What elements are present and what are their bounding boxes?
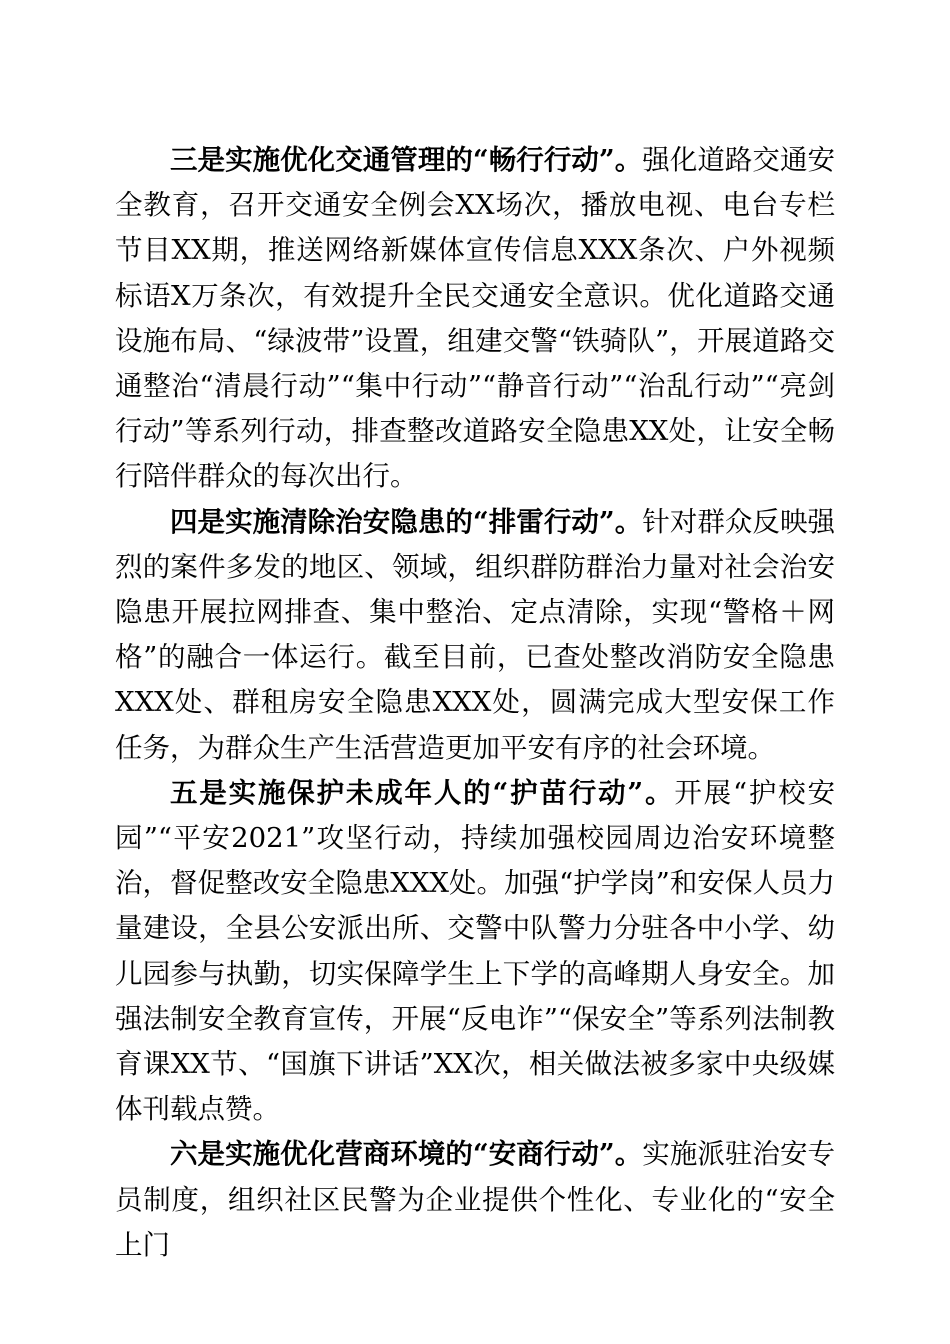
paragraph-text: 实施派驻治安专员制度，组织社区民警为企业提供个性化、专业化的“安全上门 [115,1138,835,1261]
paragraph-lead: 三是实施优化交通管理的“畅行行动”。 [170,144,643,176]
paragraph-text: 开展“护校安园”“平安2021”攻坚行动，持续加强校园周边治安环境整治，督促整改安全隐患XXX处。加强“护学岗”和安保人员力量建设，全县公安派出所、交警中队警力分驻各中小学、幼儿园参与执勤，切实保障学生上下学的高峰期人身安全。加强法制安全教育宣传，开展“反电诈”“保安全”等系列法制教育课XX节、“国旗下讲话”XX次，相关做法被多家中央级媒体刊载点赞。 [115,776,836,1126]
paragraph-text: 强化道路交通安全教育，召开交通安全例会XX场次，播放电视、电台专栏节目XX期，推送网络新媒体宣传信息XXX条次、户外视频标语X万条次，有效提升全民交通安全意识。优化道路交通设施布局、“绿波带”设置，组建交警“铁骑队”，开展道路交通整治“清晨行动”“集中行动”“静音行动”“治乱行动”“亮剑行动”等系列行动，排查整改道路安全隐患XX处，让安全畅行陪伴群众的每次出行。 [115,144,835,493]
paragraph-lead: 五是实施保护未成年人的“护苗行动”。 [170,776,675,809]
paragraph-minors-protection [115,771,835,1133]
paragraph-text: 针对群众反映强烈的案件多发的地区、领域，组织群防群治力量对社会治安隐患开展拉网排查、集中整治、定点清除，实现“警格＋网格”的融合一体运行。截至目前，已查处整改消防安全隐患XXX处、群租房安全隐患XXX处，圆满完成大型安保工作任务，为群众生产生活营造更加平安有序的社会环境。 [115,505,835,764]
paragraph-lead: 六是实施优化营商环境的“安商行动”。 [170,1138,643,1171]
paragraph-traffic [115,138,835,500]
paragraph-security-hazards [115,500,835,771]
paragraph-lead: 四是实施清除治安隐患的“排雷行动”。 [170,505,643,538]
document-body [115,138,835,1268]
paragraph-business-environment [115,1132,835,1268]
